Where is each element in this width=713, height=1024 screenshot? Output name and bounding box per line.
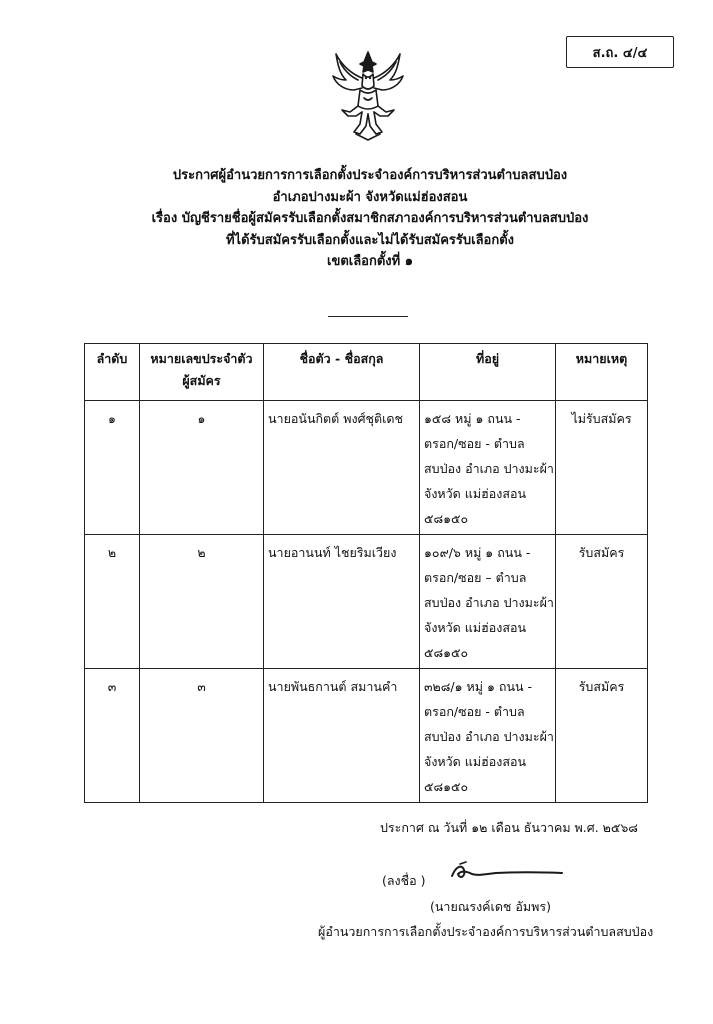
- header-number-line-1: หมายเลขประจำตัว: [150, 351, 253, 366]
- row-remark: รับสมัคร: [556, 535, 648, 669]
- header-candidate-number: [140, 344, 264, 401]
- address-line: จังหวัด แม่ฮ่องสอน: [424, 620, 526, 635]
- row-order: ๑: [85, 401, 140, 535]
- header-line-4: ที่ได้รับสมัครรับเลือกตั้งและไม่ได้รับสมัครรับเลือกตั้ง: [225, 232, 515, 248]
- address-line: ๑๕๘ หมู่ ๑ ถนน -: [424, 411, 521, 426]
- row-order: ๓: [85, 669, 140, 803]
- header-line-3: เรื่อง บัญชีรายชื่อผู้สมัครรับเลือกตั้งสมาชิกสภาองค์การบริหารส่วนตำบลสบป่อง: [151, 211, 589, 226]
- signer-title: ผู้อำนวยการการเลือกตั้งประจำองค์การบริหารส่วนตำบลสบป่อง: [318, 924, 654, 939]
- address-line: ๕๘๑๕๐: [424, 779, 469, 794]
- table-row: [85, 401, 648, 535]
- address-line: ตรอก/ซอย - ตำบล: [424, 436, 525, 451]
- header-order: ลำดับ: [85, 344, 140, 401]
- row-number: ๑: [140, 401, 264, 535]
- header-number-line-2: ผู้สมัคร: [182, 373, 221, 388]
- header-line-2: อำเภอปางมะผ้า จังหวัดแม่ฮ่องสอน: [272, 189, 468, 205]
- address-line: ๕๘๑๕๐: [424, 511, 469, 526]
- header-address: ที่อยู่: [420, 344, 556, 401]
- table-row: [85, 535, 648, 669]
- address-line: ๑๐๙/๖ หมู่ ๑ ถนน -: [424, 545, 531, 560]
- address-line: ๕๘๑๕๐: [424, 645, 469, 660]
- address-line: จังหวัด แม่ฮ่องสอน: [424, 754, 526, 769]
- row-number: ๒: [140, 535, 264, 669]
- signer-name: (นายณรงค์เดช อัมพร): [430, 899, 551, 914]
- row-address: [420, 669, 556, 803]
- announcement-date: ประกาศ ณ วันที่ ๑๒ เดือน ธันวาคม พ.ศ. ๒๕๖๘: [380, 820, 638, 835]
- header-line-1: ประกาศผู้อำนวยการการเลือกตั้งประจำองค์การบริหารส่วนตำบลสบป่อง: [172, 168, 568, 183]
- header-name: ชื่อตัว - ชื่อสกุล: [264, 344, 420, 401]
- address-line: จังหวัด แม่ฮ่องสอน: [424, 486, 526, 501]
- candidate-table: [84, 343, 648, 803]
- table-header-row: [85, 344, 648, 401]
- address-line: สบป่อง อำเภอ ปางมะผ้า: [424, 729, 554, 744]
- address-line: ๓๒๘/๑ หมู่ ๑ ถนน -: [424, 679, 533, 694]
- announcement-header: [100, 165, 640, 273]
- row-name: นายอานนท์ ไชยริมเวียง: [264, 535, 420, 669]
- form-code-box: ส.ถ. ๔/๔: [566, 36, 674, 68]
- row-name: นายอนันกิตต์ พงศ์ชุติเดช: [264, 401, 420, 535]
- header-remark: หมายเหตุ: [556, 344, 648, 401]
- row-remark: ไม่รับสมัคร: [556, 401, 648, 535]
- signature-mark: [446, 858, 566, 886]
- row-number: ๓: [140, 669, 264, 803]
- row-address: [420, 535, 556, 669]
- row-name: นายพันธกานต์ สมานคำ: [264, 669, 420, 803]
- header-divider: [328, 316, 408, 317]
- sign-label: (ลงชื่อ ): [382, 873, 426, 888]
- address-line: สบป่อง อำเภอ ปางมะผ้า: [424, 461, 554, 476]
- header-line-5: เขตเลือกตั้งที่ ๑: [327, 254, 413, 269]
- row-address: [420, 401, 556, 535]
- row-remark: รับสมัคร: [556, 669, 648, 803]
- address-line: สบป่อง อำเภอ ปางมะผ้า: [424, 595, 554, 610]
- address-line: ตรอก/ซอย – ตำบล: [424, 570, 527, 585]
- row-order: ๒: [85, 535, 140, 669]
- address-line: ตรอก/ซอย - ตำบล: [424, 704, 525, 719]
- garuda-emblem-icon: [330, 48, 406, 144]
- table-row: [85, 669, 648, 803]
